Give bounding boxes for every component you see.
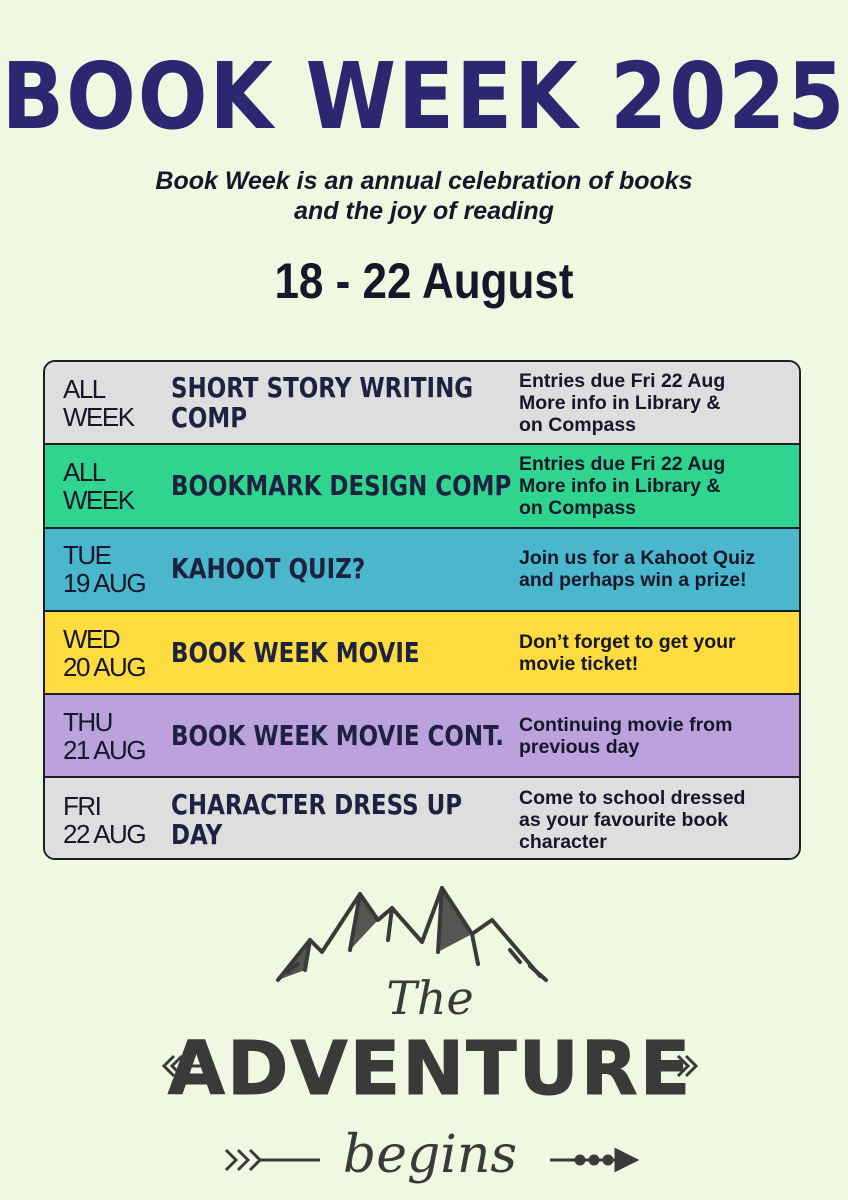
schedule-row	[45, 445, 799, 528]
row-event-line-1: KAHOOT QUIZ?	[171, 552, 366, 586]
row-info-line: and perhaps win a prize!	[519, 569, 747, 592]
row-day-line-1: FRI	[63, 791, 101, 822]
arrow-right-icon	[550, 1150, 636, 1170]
row-info-line: Continuing movie from	[519, 713, 733, 736]
row-event-line-2: COMP	[171, 400, 248, 434]
row-event	[171, 468, 515, 502]
row-info-line: Come to school dressed	[519, 787, 746, 810]
row-info	[519, 787, 799, 853]
row-info-line: previous day	[519, 735, 640, 758]
row-info	[519, 370, 799, 436]
row-day	[63, 375, 173, 431]
row-info	[519, 547, 799, 591]
row-info	[519, 453, 799, 519]
adventure-logo	[160, 880, 700, 1190]
row-info-line: movie ticket!	[519, 652, 639, 675]
logo-word-begins: begins	[342, 1125, 518, 1185]
row-info-line: on Compass	[519, 496, 637, 519]
row-day-line-1: ALL	[63, 456, 105, 487]
row-event	[171, 790, 515, 850]
row-event-line-1: BOOK WEEK MOVIE	[171, 635, 420, 669]
row-day-line-2: 19 AUG	[63, 568, 146, 599]
row-event-line-1: SHORT STORY WRITING	[171, 370, 474, 404]
row-event-line-1: CHARACTER DRESS UP DAY	[171, 788, 463, 852]
row-day	[63, 541, 173, 597]
subtitle-line-1: Book Week is an annual celebration of books	[155, 167, 693, 195]
row-info-line: More info in Library &	[519, 391, 721, 414]
row-info-line: Join us for a Kahoot Quiz	[519, 547, 756, 570]
row-day	[63, 625, 173, 681]
row-info-line: on Compass	[519, 413, 637, 436]
schedule-row	[45, 362, 799, 445]
row-day	[63, 708, 173, 764]
row-info-line: Entries due Fri 22 Aug	[519, 452, 726, 475]
logo-word-the: The	[386, 971, 474, 1025]
row-info-line: as your favourite book	[519, 809, 729, 832]
row-info-line: character	[519, 831, 607, 854]
event-dates: 18 - 22 August	[274, 253, 574, 309]
row-day-line-1: TUE	[63, 540, 111, 571]
row-info	[519, 714, 799, 758]
row-day-line-2: 20 AUG	[63, 651, 146, 682]
schedule-row	[45, 529, 799, 612]
row-day-line-1: WED	[63, 623, 120, 654]
row-day-line-2: 22 AUG	[63, 819, 146, 850]
row-day-line-2: WEEK	[63, 484, 134, 515]
schedule-row	[45, 612, 799, 695]
row-event	[171, 370, 515, 434]
row-event-line-1: BOOKMARK DESIGN COMP	[171, 468, 512, 502]
schedule-table	[43, 360, 801, 860]
page-title: BOOK WEEK 2025	[1, 44, 847, 151]
row-day-line-1: THU	[63, 706, 112, 737]
row-day	[63, 792, 173, 848]
subtitle	[0, 166, 848, 226]
row-info	[519, 631, 799, 675]
mountains-icon	[278, 888, 546, 980]
row-day-line-2: 21 AUG	[63, 734, 146, 765]
row-info-line: More info in Library &	[519, 474, 721, 497]
row-event	[171, 554, 515, 584]
row-info-line: Don’t forget to get your	[519, 630, 736, 653]
row-day-line-2: WEEK	[63, 401, 134, 432]
row-day-line-1: ALL	[63, 373, 105, 404]
subtitle-line-2: and the joy of reading	[294, 197, 554, 225]
row-day	[63, 458, 173, 514]
row-info-line: Entries due Fri 22 Aug	[519, 369, 726, 392]
row-event-line-1: BOOK WEEK MOVIE CONT.	[171, 718, 505, 752]
schedule-row	[45, 778, 799, 860]
row-event	[171, 718, 515, 752]
arrow-left-icon	[226, 1150, 320, 1170]
row-event	[171, 635, 515, 669]
logo-word-adventure: ADVENTURE	[167, 1026, 693, 1112]
schedule-row	[45, 695, 799, 778]
